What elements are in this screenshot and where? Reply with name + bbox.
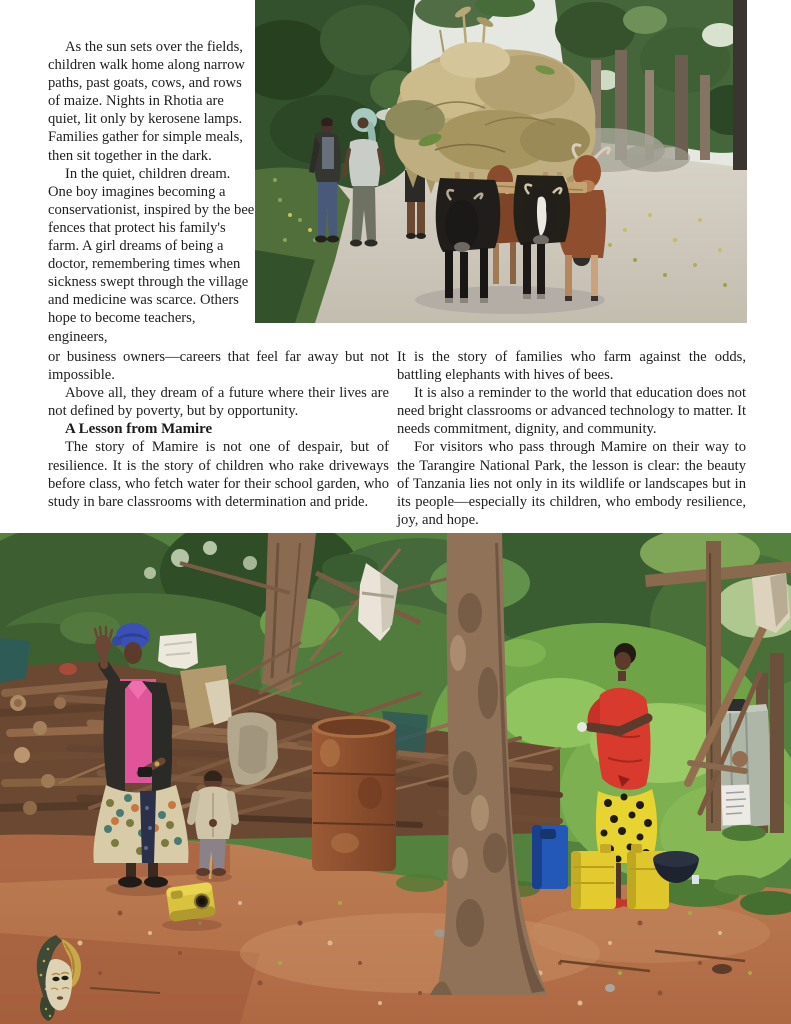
intro-column	[48, 38, 255, 346]
ox-cart-photo	[255, 0, 747, 323]
lower-left-column	[48, 348, 389, 511]
girl-face	[615, 652, 631, 670]
mask-lips	[57, 996, 63, 1000]
venetian-mask-logo	[26, 931, 90, 1023]
mask-eye-left	[52, 977, 59, 981]
paragraph: In the quiet, children dream. One boy imagines becoming a conservationist, inspired by the bee fences that protect his family's farm. A girl dreams of being a doctor, remembering times when sickness swept through the village and medicine was scarce. Others hope to become teachers, engineers,	[48, 165, 255, 345]
lower-right-column	[397, 348, 746, 529]
paragraph: For visitors who pass through Mamire on their way to the Tarangire National Park, the lesson is clear: the beauty of Tanzania lies not only in its wildlife or landscapes but in its people—especially its children, who embody resilience, joy, and hope.	[397, 439, 746, 528]
paragraph: It is also a reminder to the world that education does not need bright classrooms or advanced technology to matter. It needs commitment, dignity, and community.	[397, 385, 746, 438]
paragraph: The story of Mamire is not one of despair, but of resilience. It is the story of children who rake driveways before class, who fetch water for their school garden, who study in bare classrooms with determination and pride.	[48, 439, 389, 510]
section-heading: A Lesson from Mamire	[65, 421, 213, 438]
cup	[577, 722, 587, 732]
village-yard-illustration	[0, 533, 791, 1024]
red-tshirt	[596, 688, 650, 790]
dark-jacket	[104, 681, 126, 791]
paragraph: or business owners—careers that feel far away but not impossible.	[48, 349, 389, 384]
rusty-barrel	[312, 716, 396, 871]
woman-face	[124, 642, 142, 664]
paragraph: Above all, they dream of a future where their lives are not defined by poverty, but by opportunity.	[48, 385, 389, 420]
venetian-mask-icon	[26, 931, 90, 1023]
village-yard-photo	[0, 533, 791, 1024]
cart-shadow	[415, 286, 605, 314]
ox-cart-illustration	[255, 0, 747, 323]
mask-eye-right	[61, 976, 68, 980]
white-towel	[158, 633, 198, 669]
paragraph: It is the story of families who farm against the odds, battling elephants with hives of bees.	[397, 349, 746, 384]
paragraph: As the sun sets over the fields, children walk home along narrow paths, past goats, cows, and rows of maize. Nights in Rhotia are quiet, lit only by kerosene lamps. Families gather for simple meals, then sit together in the dark.	[48, 39, 245, 164]
container-label	[721, 785, 750, 826]
